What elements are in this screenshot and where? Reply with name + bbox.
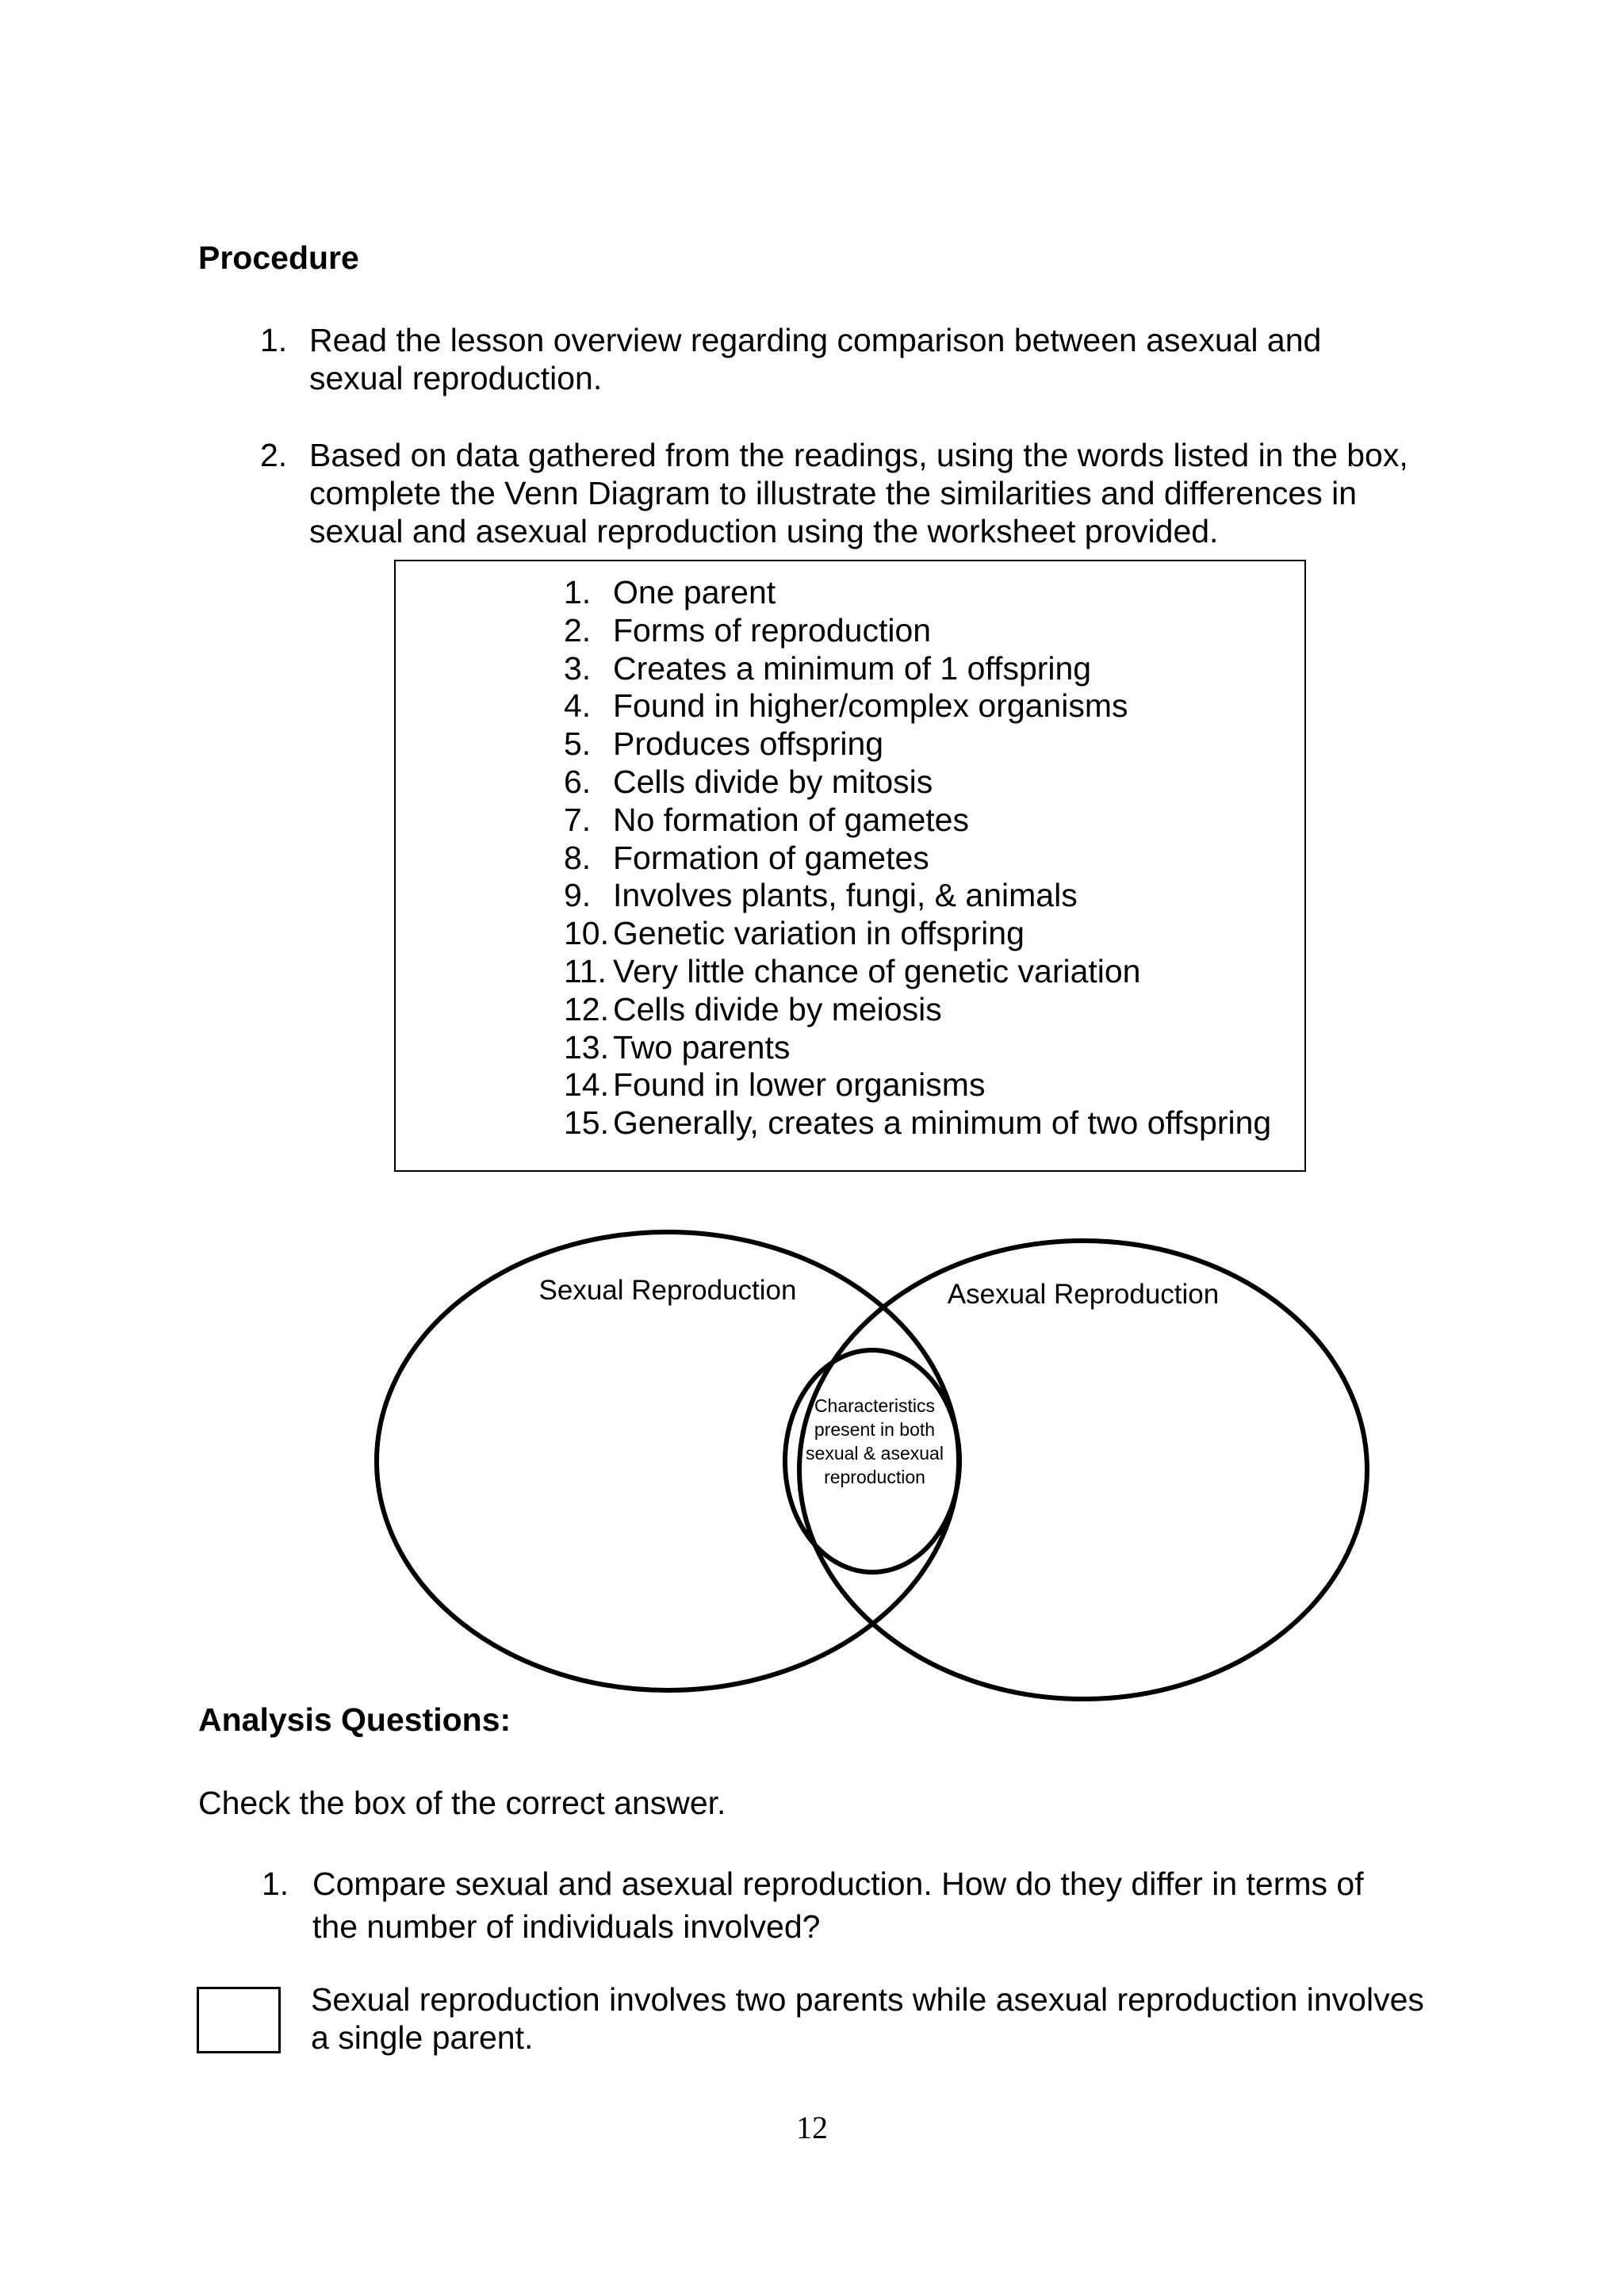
sexual-reproduction-label: Sexual Reproduction bbox=[538, 1275, 797, 1306]
item-text: Genetic variation in offspring bbox=[613, 915, 1025, 952]
item-number: 7. bbox=[564, 801, 592, 838]
item-number: 11. bbox=[564, 952, 607, 989]
item-number: 8. bbox=[564, 839, 592, 876]
item-text: Two parents bbox=[613, 1028, 791, 1066]
item-text: Generally, creates a minimum of two offspring bbox=[613, 1104, 1272, 1142]
asexual-reproduction-label: Asexual Reproduction bbox=[947, 1279, 1220, 1310]
answer-line-2: a single parent. bbox=[311, 2019, 534, 2056]
item-number: 15. bbox=[564, 1104, 609, 1142]
item-text: Cells divide by meiosis bbox=[613, 990, 942, 1027]
item-number: 13. bbox=[564, 1028, 609, 1066]
overlap-label-line: present in both bbox=[814, 1419, 936, 1440]
item-number: 3. bbox=[564, 649, 592, 687]
item-text: Creates a minimum of 1 offspring bbox=[613, 649, 1092, 687]
step-2-line-3: sexual and asexual reproduction using the worksheet provided. bbox=[309, 513, 1219, 549]
step-2-line-2: complete the Venn Diagram to illustrate the similarities and differences in bbox=[309, 475, 1358, 511]
item-text: Formation of gametes bbox=[613, 839, 929, 876]
item-number: 9. bbox=[564, 877, 592, 914]
answer-line-1: Sexual reproduction involves two parents while asexual reproduction involves bbox=[311, 1981, 1424, 2018]
answer-checkbox[interactable] bbox=[197, 1987, 281, 2053]
step-number: 2. bbox=[260, 437, 288, 473]
item-number: 1. bbox=[564, 574, 592, 610]
page-number: 12 bbox=[796, 2110, 828, 2145]
item-number: 12. bbox=[564, 990, 609, 1027]
item-number: 4. bbox=[564, 687, 592, 725]
item-text: Produces offspring bbox=[613, 725, 884, 763]
item-text: Forms of reproduction bbox=[613, 611, 932, 649]
procedure-heading: Procedure bbox=[198, 239, 359, 276]
step-1-line-1: Read the lesson overview regarding comparison between asexual and bbox=[309, 322, 1322, 358]
item-text: No formation of gametes bbox=[613, 801, 969, 838]
item-text: Very little chance of genetic variation bbox=[613, 952, 1141, 989]
item-text: Found in lower organisms bbox=[613, 1066, 986, 1104]
item-number: 2. bbox=[564, 611, 592, 649]
item-number: 10. bbox=[564, 915, 609, 952]
item-text: Involves plants, fungi, & animals bbox=[613, 877, 1078, 914]
overlap-label-line: sexual & asexual bbox=[806, 1443, 944, 1464]
item-text: Found in higher/complex organisms bbox=[613, 687, 1128, 725]
item-text: Cells divide by mitosis bbox=[613, 763, 933, 800]
question-line-2: the number of individuals involved? bbox=[312, 1908, 821, 1945]
item-number: 5. bbox=[564, 725, 592, 763]
question-number: 1. bbox=[262, 1866, 289, 1902]
question-line-1: Compare sexual and asexual reproduction. How do they differ in terms of bbox=[312, 1866, 1364, 1902]
overlap-label-line: reproduction bbox=[824, 1467, 925, 1487]
item-text: One parent bbox=[613, 574, 776, 610]
step-number: 1. bbox=[260, 322, 288, 358]
item-number: 14. bbox=[564, 1066, 609, 1104]
step-1-line-2: sexual reproduction. bbox=[309, 360, 603, 396]
overlap-label-line: Characteristics bbox=[814, 1395, 936, 1416]
item-number: 6. bbox=[564, 763, 592, 800]
analysis-heading: Analysis Questions: bbox=[198, 1701, 511, 1738]
analysis-instruction: Check the box of the correct answer. bbox=[198, 1785, 726, 1821]
step-2-line-1: Based on data gathered from the readings, using the words listed in the box, bbox=[309, 437, 1408, 473]
